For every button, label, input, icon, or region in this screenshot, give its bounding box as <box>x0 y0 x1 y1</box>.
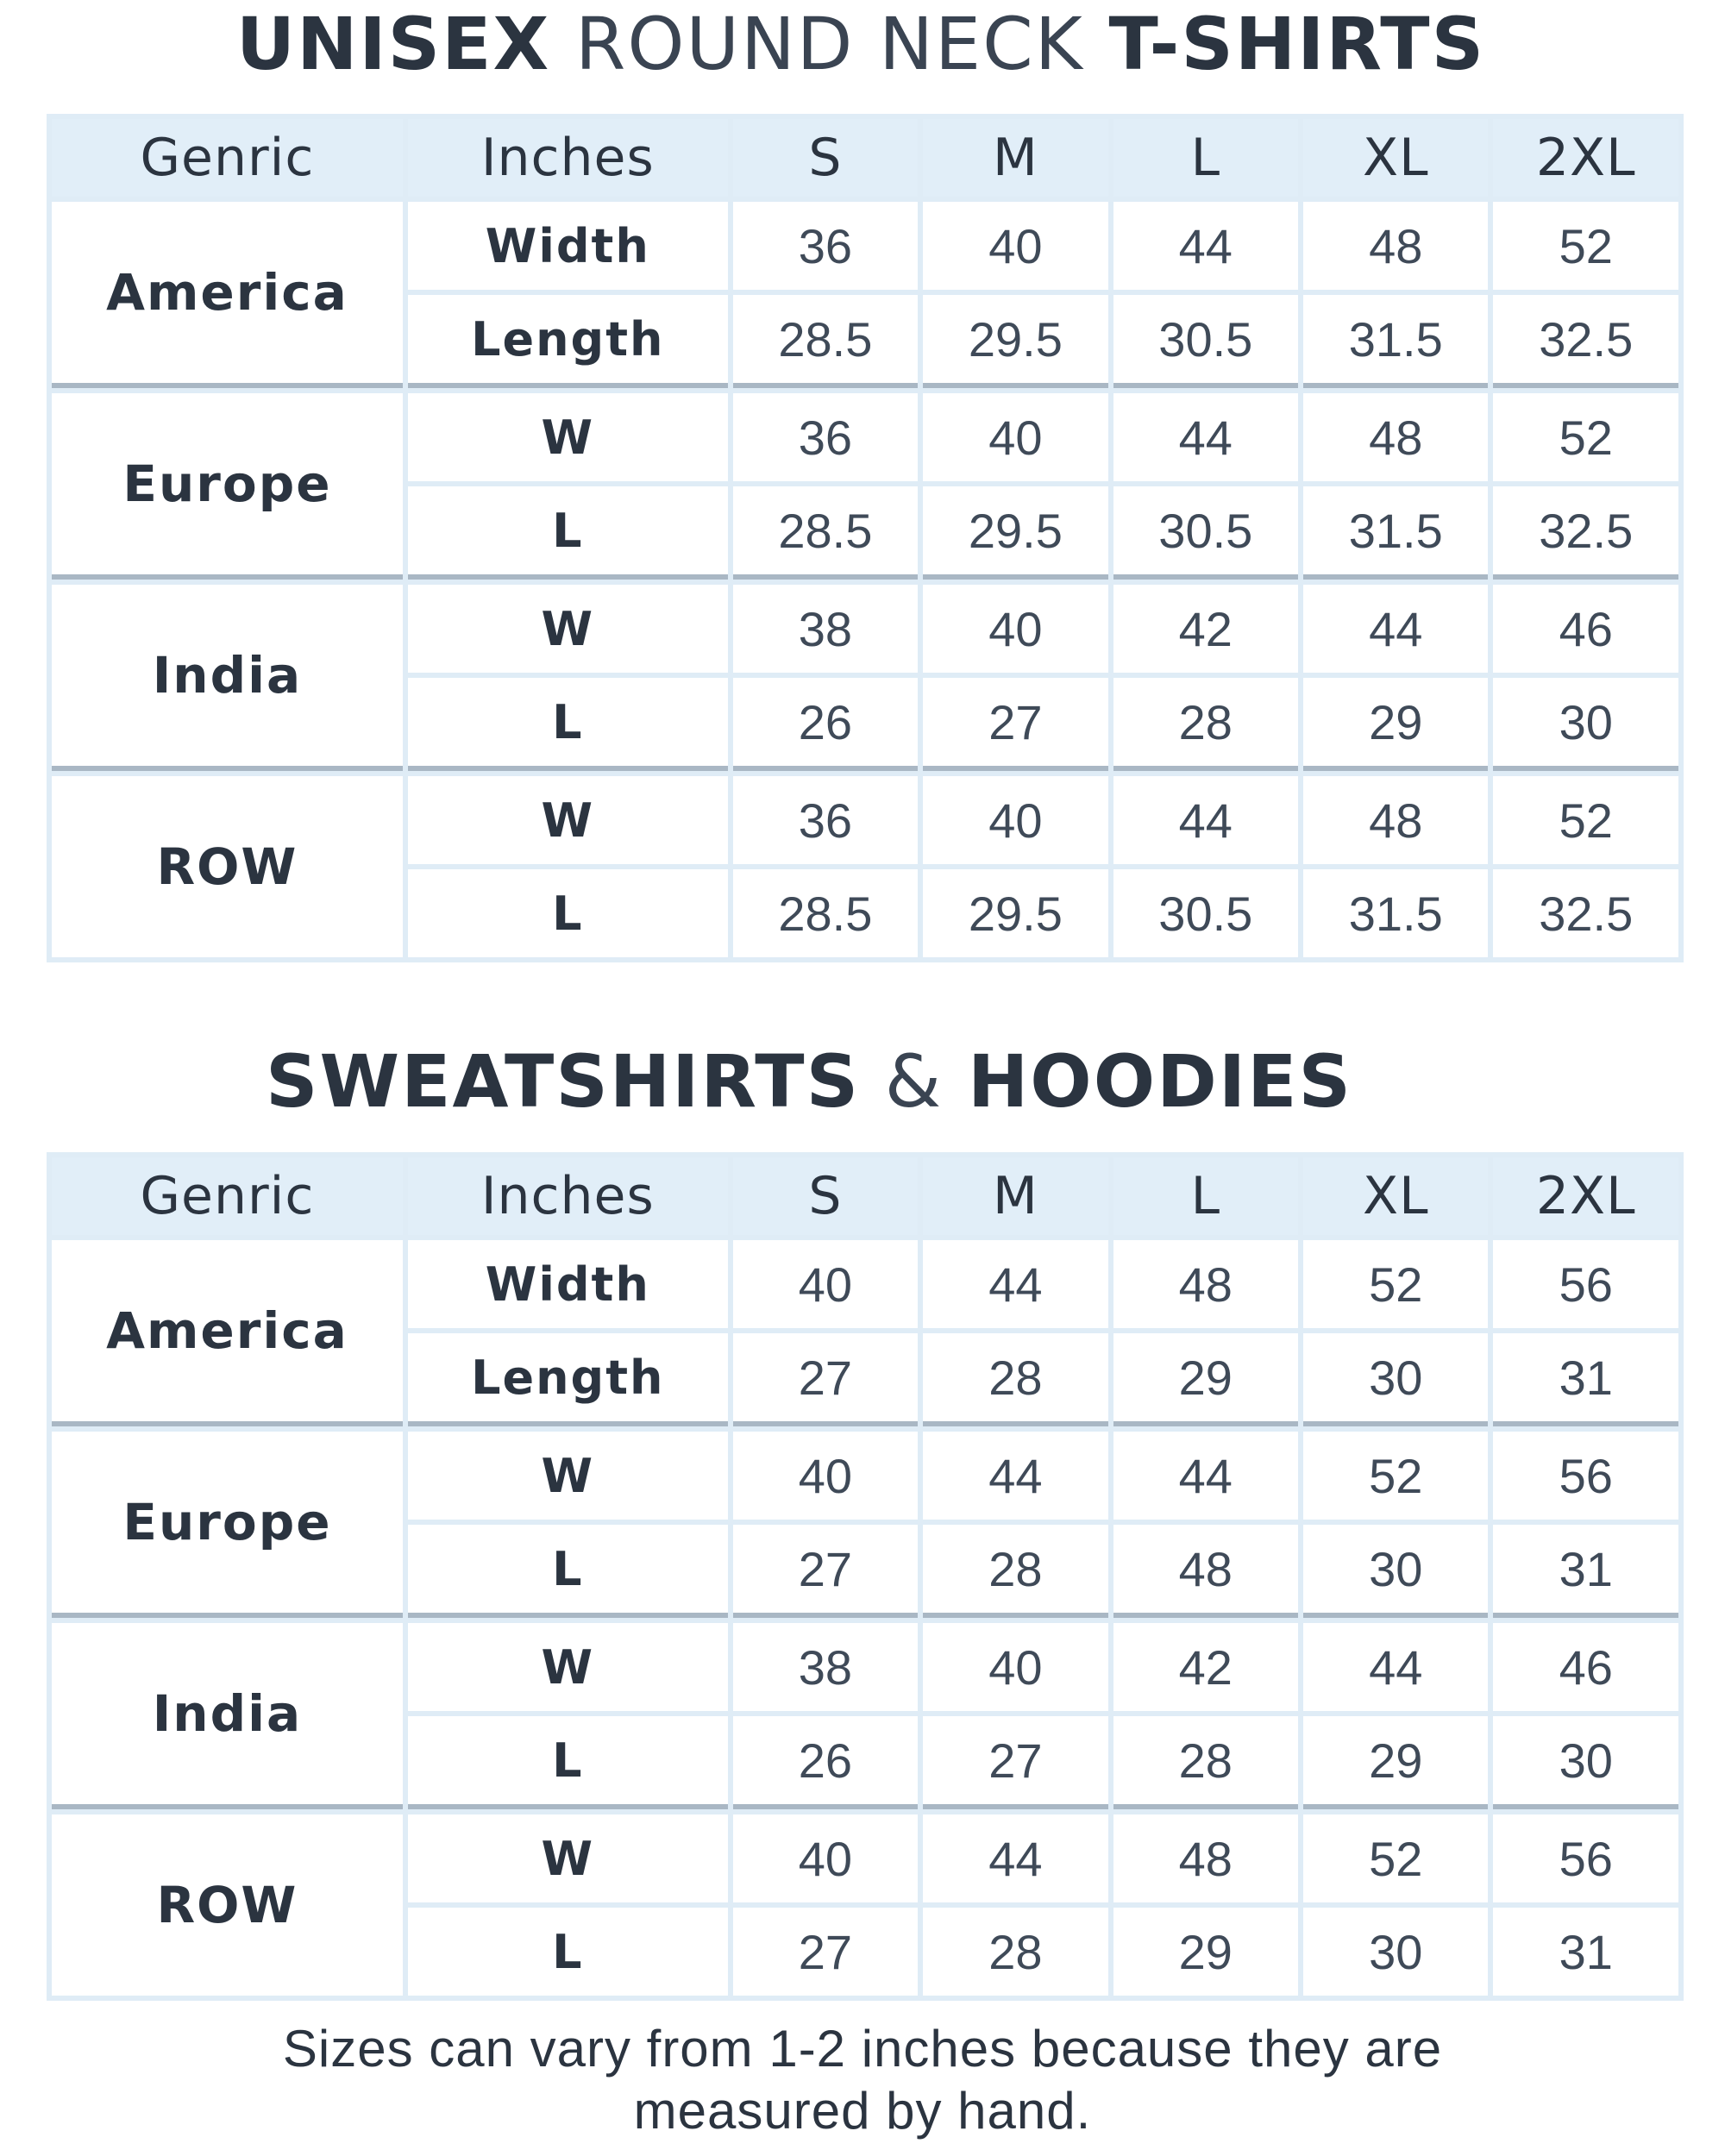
value-cell-2xl: 30 <box>1493 678 1678 771</box>
value-cell-l: 28 <box>1113 678 1298 771</box>
value-cell-xl: 52 <box>1303 1432 1488 1520</box>
value-cell-xl: 30 <box>1303 1908 1488 1996</box>
value-cell-m: 28 <box>923 1333 1107 1426</box>
value-cell-s: 36 <box>733 393 918 481</box>
value-cell-s: 38 <box>733 585 918 673</box>
value-cell-2xl: 52 <box>1493 202 1678 290</box>
value-cell-2xl: 56 <box>1493 1432 1678 1520</box>
header-size-m: M <box>923 1157 1107 1235</box>
value-cell-l: 44 <box>1113 393 1298 481</box>
region-cell-europe: Europe <box>52 393 403 580</box>
value-cell-l: 44 <box>1113 202 1298 290</box>
header-size-2xl: 2XL <box>1493 1157 1678 1235</box>
value-cell-s: 40 <box>733 1240 918 1328</box>
sweatshirts-title <box>0 1039 1672 1124</box>
value-cell-2xl: 31 <box>1493 1908 1678 1996</box>
value-cell-xl: 29 <box>1303 678 1488 771</box>
value-cell-xl: 44 <box>1303 585 1488 673</box>
header-size-xl: XL <box>1303 119 1488 197</box>
table-row <box>52 776 1678 864</box>
value-cell-m: 29.5 <box>923 869 1107 957</box>
header-size-s: S <box>733 119 918 197</box>
value-cell-2xl: 30 <box>1493 1716 1678 1809</box>
footnote <box>0 2018 1725 2142</box>
value-cell-2xl: 32.5 <box>1493 295 1678 388</box>
value-cell-xl: 31.5 <box>1303 295 1488 388</box>
region-cell-america: America <box>52 1240 403 1426</box>
header-inches: Inches <box>408 1157 728 1235</box>
header-row <box>52 1157 1678 1235</box>
measure-label: Width <box>408 1240 728 1328</box>
measure-label: W <box>408 1432 728 1520</box>
value-cell-m: 44 <box>923 1240 1107 1328</box>
value-cell-2xl: 52 <box>1493 393 1678 481</box>
measure-label: W <box>408 393 728 481</box>
value-cell-2xl: 46 <box>1493 1623 1678 1711</box>
table-row <box>52 393 1678 481</box>
measure-label: L <box>408 869 728 957</box>
measure-label: L <box>408 1908 728 1996</box>
table-row <box>52 1240 1678 1328</box>
table-row <box>52 1814 1678 1902</box>
measure-label: L <box>408 1525 728 1618</box>
value-cell-xl: 29 <box>1303 1716 1488 1809</box>
region-cell-india: India <box>52 585 403 771</box>
value-cell-2xl: 56 <box>1493 1240 1678 1328</box>
tshirts-size-table <box>47 114 1684 962</box>
value-cell-xl: 52 <box>1303 1240 1488 1328</box>
value-cell-m: 40 <box>923 393 1107 481</box>
header-inches: Inches <box>408 119 728 197</box>
value-cell-s: 26 <box>733 678 918 771</box>
value-cell-2xl: 46 <box>1493 585 1678 673</box>
value-cell-s: 27 <box>733 1333 918 1426</box>
value-cell-l: 29 <box>1113 1333 1298 1426</box>
table-row <box>52 1432 1678 1520</box>
value-cell-2xl: 52 <box>1493 776 1678 864</box>
table-row <box>52 585 1678 673</box>
measure-label: Width <box>408 202 728 290</box>
value-cell-xl: 48 <box>1303 776 1488 864</box>
value-cell-s: 27 <box>733 1908 918 1996</box>
value-cell-m: 40 <box>923 1623 1107 1711</box>
value-cell-2xl: 31 <box>1493 1333 1678 1426</box>
header-size-2xl: 2XL <box>1493 119 1678 197</box>
header-size-m: M <box>923 119 1107 197</box>
value-cell-xl: 31.5 <box>1303 869 1488 957</box>
value-cell-xl: 48 <box>1303 202 1488 290</box>
measure-label: L <box>408 1716 728 1809</box>
value-cell-l: 42 <box>1113 585 1298 673</box>
region-cell-row: ROW <box>52 1814 403 1996</box>
value-cell-xl: 48 <box>1303 393 1488 481</box>
table-row <box>52 1623 1678 1711</box>
header-genric: Genric <box>52 1157 403 1235</box>
value-cell-2xl: 56 <box>1493 1814 1678 1902</box>
value-cell-m: 28 <box>923 1908 1107 1996</box>
measure-label: L <box>408 486 728 580</box>
value-cell-2xl: 32.5 <box>1493 869 1678 957</box>
value-cell-m: 40 <box>923 202 1107 290</box>
value-cell-2xl: 32.5 <box>1493 486 1678 580</box>
value-cell-l: 42 <box>1113 1623 1298 1711</box>
value-cell-xl: 31.5 <box>1303 486 1488 580</box>
header-size-l: L <box>1113 1157 1298 1235</box>
measure-label: W <box>408 585 728 673</box>
value-cell-l: 28 <box>1113 1716 1298 1809</box>
value-cell-m: 40 <box>923 585 1107 673</box>
measure-label: L <box>408 678 728 771</box>
value-cell-m: 27 <box>923 678 1107 771</box>
footnote-line-2: measured by hand. <box>633 2082 1092 2140</box>
region-cell-america: America <box>52 202 403 388</box>
value-cell-s: 40 <box>733 1814 918 1902</box>
value-cell-m: 28 <box>923 1525 1107 1618</box>
sweatshirts-size-table <box>47 1152 1684 2001</box>
region-cell-europe: Europe <box>52 1432 403 1618</box>
value-cell-l: 48 <box>1113 1814 1298 1902</box>
value-cell-s: 28.5 <box>733 869 918 957</box>
value-cell-m: 29.5 <box>923 486 1107 580</box>
value-cell-l: 30.5 <box>1113 295 1298 388</box>
value-cell-xl: 30 <box>1303 1333 1488 1426</box>
value-cell-l: 48 <box>1113 1240 1298 1328</box>
value-cell-m: 40 <box>923 776 1107 864</box>
value-cell-l: 44 <box>1113 776 1298 864</box>
value-cell-m: 44 <box>923 1814 1107 1902</box>
value-cell-l: 29 <box>1113 1908 1298 1996</box>
value-cell-xl: 30 <box>1303 1525 1488 1618</box>
tshirts-title-part3: T-SHIRTS <box>1108 2 1486 86</box>
sweatshirts-title-part3: HOODIES <box>968 1039 1352 1124</box>
tshirts-title <box>0 2 1723 86</box>
header-genric: Genric <box>52 119 403 197</box>
header-size-s: S <box>733 1157 918 1235</box>
value-cell-s: 28.5 <box>733 486 918 580</box>
value-cell-m: 29.5 <box>923 295 1107 388</box>
value-cell-xl: 52 <box>1303 1814 1488 1902</box>
measure-label: W <box>408 1814 728 1902</box>
value-cell-s: 36 <box>733 202 918 290</box>
value-cell-l: 44 <box>1113 1432 1298 1520</box>
sweatshirts-title-part2: & <box>884 1039 944 1124</box>
header-row <box>52 119 1678 197</box>
measure-label: W <box>408 776 728 864</box>
header-size-xl: XL <box>1303 1157 1488 1235</box>
value-cell-xl: 44 <box>1303 1623 1488 1711</box>
table-row <box>52 202 1678 290</box>
measure-label: W <box>408 1623 728 1711</box>
tshirts-title-part1: UNISEX <box>235 2 551 86</box>
value-cell-l: 48 <box>1113 1525 1298 1618</box>
sweatshirts-title-part1: SWEATSHIRTS <box>266 1039 861 1124</box>
value-cell-s: 40 <box>733 1432 918 1520</box>
value-cell-m: 44 <box>923 1432 1107 1520</box>
header-size-l: L <box>1113 119 1298 197</box>
value-cell-s: 26 <box>733 1716 918 1809</box>
measure-label: Length <box>408 295 728 388</box>
value-cell-m: 27 <box>923 1716 1107 1809</box>
value-cell-s: 36 <box>733 776 918 864</box>
region-cell-row: ROW <box>52 776 403 957</box>
measure-label: Length <box>408 1333 728 1426</box>
value-cell-2xl: 31 <box>1493 1525 1678 1618</box>
region-cell-india: India <box>52 1623 403 1809</box>
value-cell-s: 38 <box>733 1623 918 1711</box>
value-cell-s: 27 <box>733 1525 918 1618</box>
value-cell-l: 30.5 <box>1113 869 1298 957</box>
footnote-line-1: Sizes can vary from 1-2 inches because they are <box>282 2020 1443 2078</box>
value-cell-s: 28.5 <box>733 295 918 388</box>
value-cell-l: 30.5 <box>1113 486 1298 580</box>
tshirts-title-part2: ROUND NECK <box>574 2 1084 86</box>
